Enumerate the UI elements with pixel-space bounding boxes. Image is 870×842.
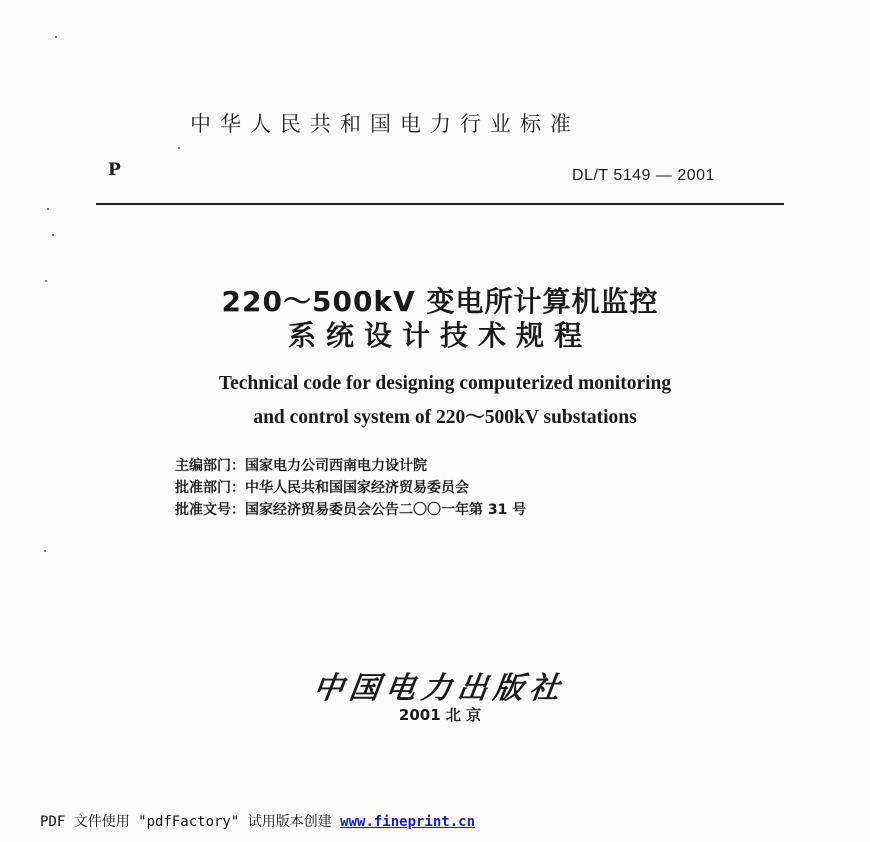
header-divider: [96, 203, 784, 205]
document-info: [175, 455, 735, 521]
title-english-line-1: Technical code for designing computerized monitoring: [218, 373, 672, 394]
editor-department: 主编部门：国家电力公司西南电力设计院: [175, 458, 427, 474]
title-chinese-line-2: 系统设计技术规程: [287, 319, 592, 352]
industry-standard-heading: 中华人民共和国电力行业标准: [190, 112, 580, 136]
standard-code: DL/T 5149 — 2001: [572, 167, 715, 184]
title-english-line-2: and control system of 220～500kV substations: [253, 407, 637, 428]
scan-speck: [47, 208, 49, 210]
scan-speck: [44, 550, 46, 552]
scan-speck: [52, 234, 54, 236]
scan-speck: [178, 147, 180, 149]
approving-department: 批准部门：中华人民共和国国家经济贸易委员会: [175, 480, 469, 496]
publication-year-place: 2001 北 京: [398, 706, 482, 724]
classification-letter: P: [108, 160, 121, 180]
footer-text: PDF 文件使用 "pdfFactory" 试用版本创建: [40, 814, 341, 830]
approval-document-number: 批准文号：国家经济贸易委员会公告二〇〇一年第 31 号: [175, 502, 527, 518]
publisher-name: 中国电力出版社: [311, 671, 568, 706]
scan-speck: [45, 280, 47, 282]
footer-link[interactable]: www.fineprint.cn: [340, 814, 476, 830]
scan-speck: [55, 36, 57, 38]
pdf-footer: [40, 811, 840, 831]
title-chinese-line-1: 220～500kV 变电所计算机监控: [221, 285, 659, 318]
